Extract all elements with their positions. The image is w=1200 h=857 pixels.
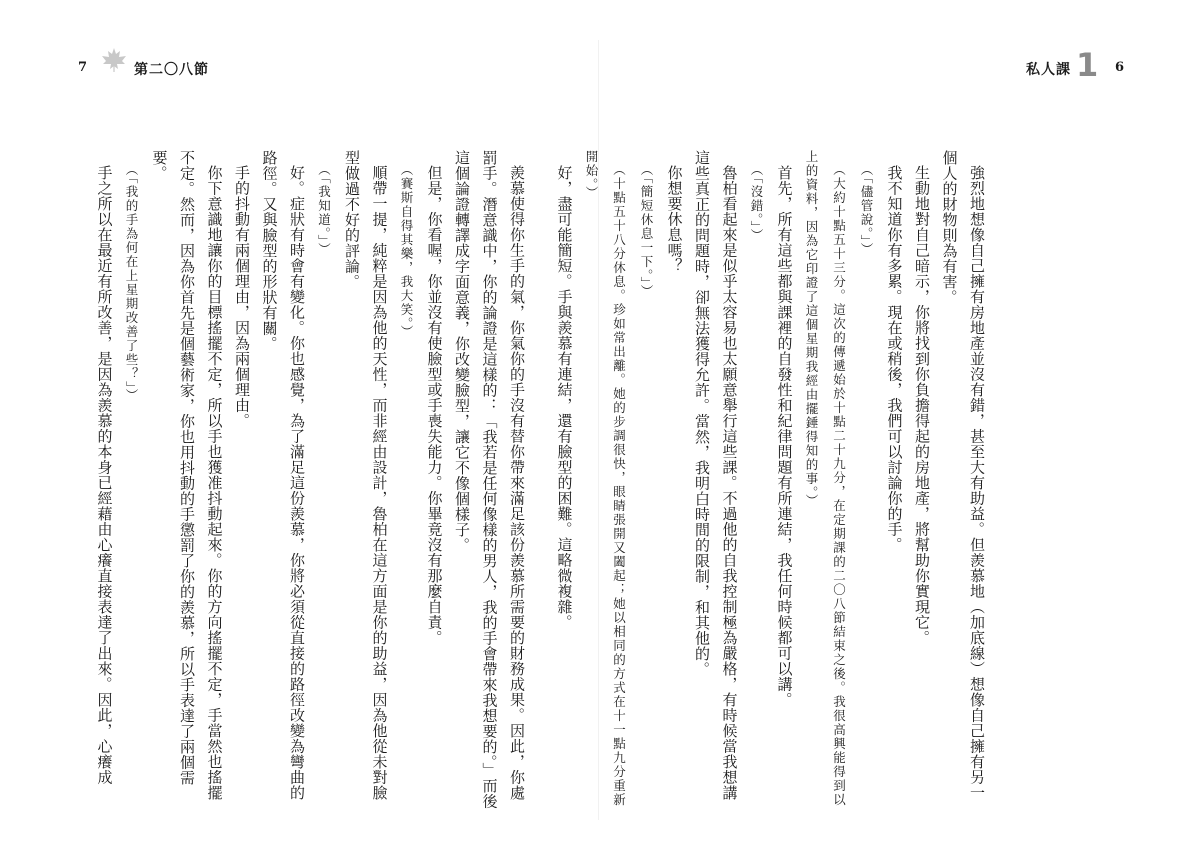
annotation-paragraph: （十點五十八分休息。珍如常出離。她的步調很快，眼睛張開又闔起；她以相同的方式在十一點九分重新開始。） [584, 150, 627, 807]
body-paragraph: 但是，你看喔，你並沒有使臉型或手喪失能力。你畢竟沒有那麼自責。 [425, 165, 444, 646]
body-paragraph: 我不知道你有多累。現在或稍後，我們可以討論你的手。 [885, 165, 904, 553]
annotation-paragraph: （「我的手為何在上星期改善了些？」） [124, 162, 139, 402]
right-header-title: 私人課 [1026, 62, 1071, 78]
annotation-paragraph: （「沒錯。」） [749, 162, 764, 242]
right-series-number: 1 [1076, 46, 1099, 84]
annotation-paragraph: （賽斯自得其樂，我大笑。） [399, 162, 414, 339]
right-page-text [555, 150, 990, 810]
left-page-number: 7 [78, 60, 88, 75]
annotation-paragraph: （大約十點五十三分。這次的傳遞始於十點二十九分，在定期課的二〇八節結束之後。我很高興能得到以上的資料，因為它印證了這個星期我經由擺錘得知的事。） [804, 150, 847, 807]
annotation-paragraph: （「我知道。」） [316, 162, 332, 256]
body-paragraph: 順帶一提，純粹是因為他的天性，而非經由設計，魯柏在這方面是你的助益，因為他從未對臉型做過不好的評論。 [343, 150, 389, 801]
body-paragraph: 你下意識地讓你的目標搖擺不定，所以手也獲准抖動起來。你的方向搖擺不定，手當然也搖擺不定。然而，因為你首先是個藝術家，你也用抖動的手懲罰了你的羨慕，所以手表達了兩個需要。 [150, 150, 224, 801]
annotation-paragraph: （「簡短休息一下。」） [639, 162, 654, 298]
right-page-number: 6 [1115, 60, 1125, 75]
body-paragraph: 強烈地想像自己擁有房地產並沒有錯，甚至大有助益。但羨慕地（加底線）想像自己擁有另一個人的財物則為有害。 [940, 150, 986, 801]
annotation-paragraph: （「儘管說。」） [859, 162, 874, 256]
body-paragraph: 好，盡可能簡短。手與羨慕有連結，還有臉型的困難。這略微複雜。 [555, 165, 574, 630]
left-section-title: 第二〇八節 [134, 62, 209, 78]
body-paragraph: 手之所以在最近有所改善，是因為羨慕的本身已經藉由心癢直接表達了出來。因此，心癢成 [95, 165, 114, 785]
maple-leaf-icon [100, 47, 128, 73]
left-page-text [95, 150, 530, 810]
body-paragraph: 羨慕使得你生手的氣，你氣你的手沒有替你帶來滿足該份羨慕所需要的財務成果。因此，你處罰手。潛意識中，你的論證是這樣的：「我若是任何像樣的男人，我的手會帶來我想要的。」而後這個論證轉譯成字面意義，你改變臉型，讓它不像個樣子。 [453, 150, 526, 809]
body-paragraph: 首先，所有這些都與課裡的自發性和紀律問題有所連結，我任何時候都可以講。 [775, 165, 794, 708]
body-paragraph: 魯柏看起來是似乎太容易也太願意舉行這些課。不過他的自我控制極為嚴格，有時候當我想講這些真正的問題時，卻無法獲得允許。當然，我明白時間的限制，和其他的。 [693, 150, 739, 801]
body-paragraph: 你想要休息嗎？ [665, 165, 684, 274]
body-paragraph: 好。症狀有時會有變化。你也感覺，為了滿足這份羨慕，你將必須從直接的路徑改變為彎曲的路徑。又與臉型的形狀有關。 [260, 150, 306, 801]
body-paragraph: 手的抖動有兩個理由，因為兩個理由。 [233, 165, 251, 429]
body-paragraph: 生動地對自己暗示，你將找到你負擔得起的房地產，將幫助你實現它。 [913, 165, 931, 646]
